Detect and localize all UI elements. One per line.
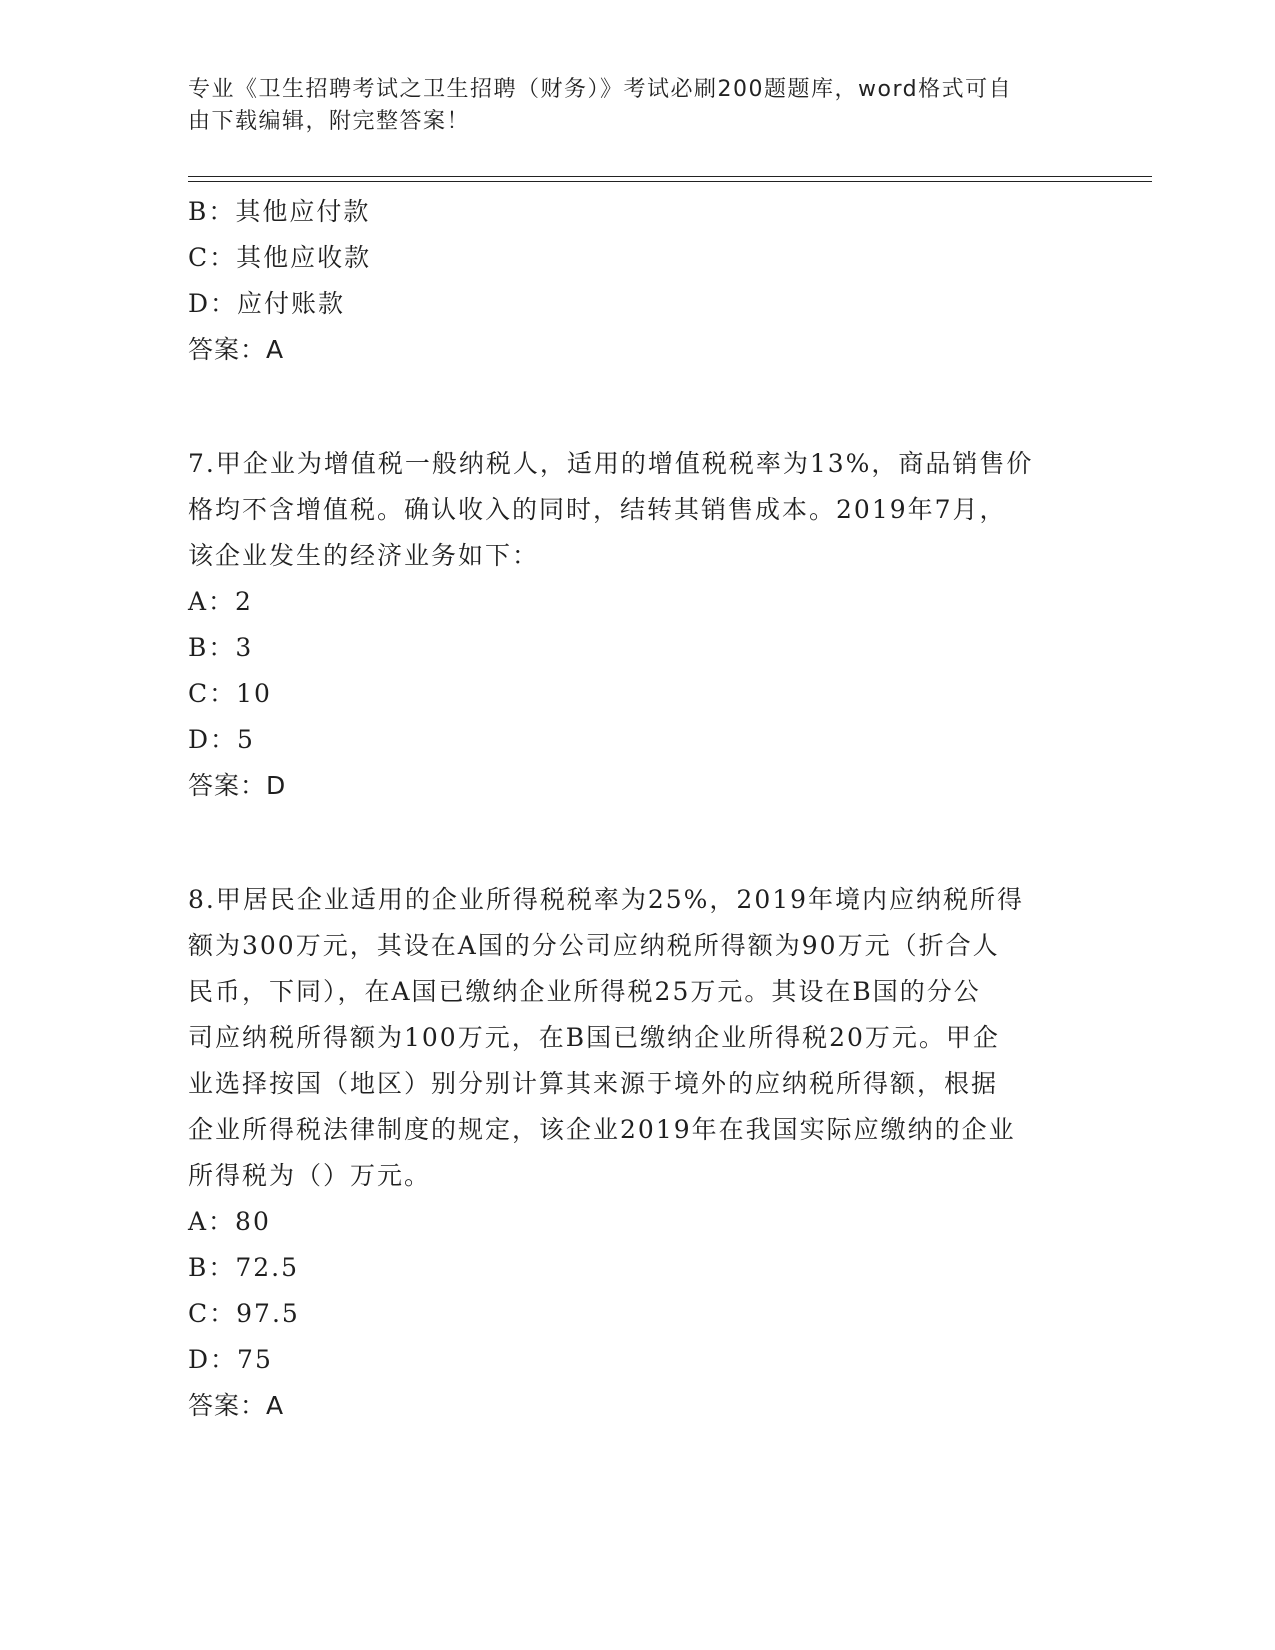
header-line: 由下载编辑，附完整答案！ xyxy=(188,109,471,134)
question-text-line: 民币，下同），在A国已缴纳企业所得税25万元。其设在B国的分公 xyxy=(188,977,981,1006)
answer: 答案：D xyxy=(188,771,287,800)
option-c: C：97.5 xyxy=(188,1299,300,1328)
spacer xyxy=(188,809,1088,877)
question-text-line: 8.甲居民企业适用的企业所得税税率为25%，2019年境内应纳税所得 xyxy=(188,885,1025,914)
option-c: C：10 xyxy=(188,679,272,708)
option-b: B：其他应付款 xyxy=(188,197,371,226)
option-d: D：应付账款 xyxy=(188,289,346,318)
question-text-line: 企业所得税法律制度的规定，该企业2019年在我国实际应缴纳的企业 xyxy=(188,1115,1016,1144)
question-text-line: 业选择按国（地区）别分别计算其来源于境外的应纳税所得额，根据 xyxy=(188,1069,999,1098)
question-text-line: 该企业发生的经济业务如下： xyxy=(188,541,540,570)
header-line: 专业《卫生招聘考试之卫生招聘（财务）》考试必刷200题题库，word格式可自 xyxy=(188,77,1013,102)
question-7 xyxy=(188,441,1088,809)
answer: 答案：A xyxy=(188,1391,285,1420)
question-8 xyxy=(188,877,1088,1429)
question-6-tail xyxy=(188,189,1088,373)
question-text-line: 所得税为（）万元。 xyxy=(188,1161,432,1190)
question-text-line: 格均不含增值税。确认收入的同时，结转其销售成本。2019年7月， xyxy=(188,495,1007,524)
option-a: A：2 xyxy=(188,587,253,616)
option-d: D：75 xyxy=(188,1345,273,1374)
question-text-line: 司应纳税所得额为100万元，在B国已缴纳企业所得税20万元。甲企 xyxy=(188,1023,1000,1052)
question-text-line: 额为300万元，其设在A国的分公司应纳税所得额为90万元（折合人 xyxy=(188,931,1000,960)
option-d: D：5 xyxy=(188,725,255,754)
document-body xyxy=(188,189,1088,1429)
header-divider-bottom xyxy=(188,181,1152,182)
header-divider-top xyxy=(188,176,1152,177)
option-c: C：其他应收款 xyxy=(188,243,372,272)
answer: 答案：A xyxy=(188,335,285,364)
spacer xyxy=(188,373,1088,441)
question-text-line: 7.甲企业为增值税一般纳税人，适用的增值税税率为13%，商品销售价 xyxy=(188,449,1034,478)
option-b: B：72.5 xyxy=(188,1253,300,1282)
option-a: A：80 xyxy=(188,1207,271,1236)
document-header xyxy=(188,74,1088,138)
option-b: B：3 xyxy=(188,633,254,662)
